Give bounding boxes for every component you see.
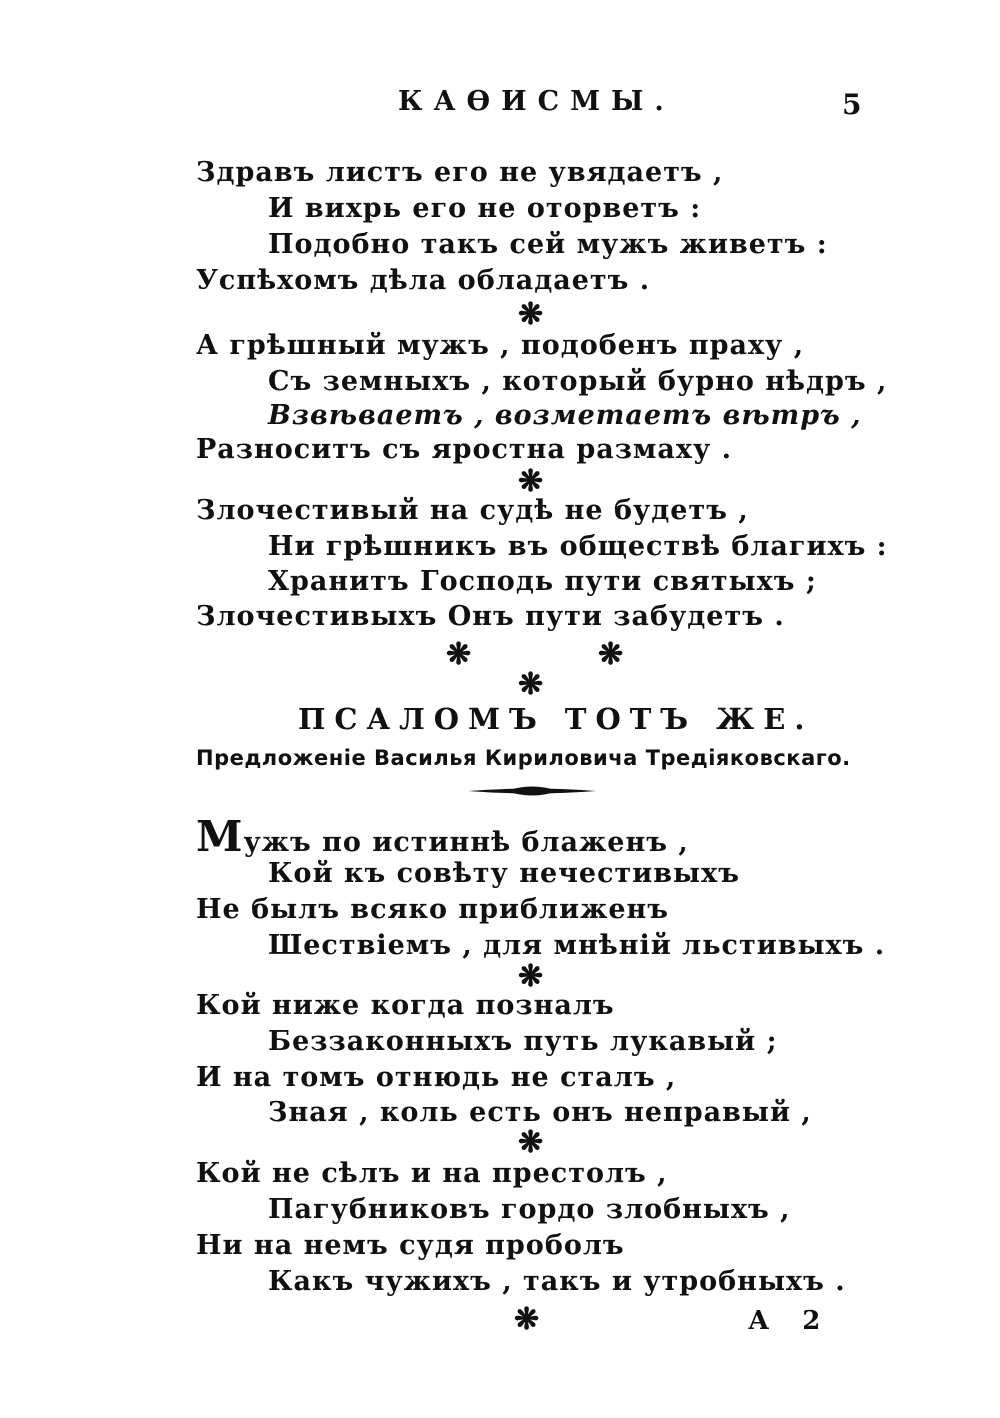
verse-line: Какъ чужихъ , такъ и утробныхъ . — [268, 1266, 846, 1297]
verse-line: Кой ниже когда позналъ — [196, 990, 615, 1021]
asterism-ornament: ❋ — [518, 959, 544, 994]
signature-mark: А 2 — [748, 1306, 833, 1336]
verse-line-rest: ужъ по истиннѣ блаженъ , — [243, 827, 689, 858]
psalm-title: ПСАЛОМЪ ТОТЪ ЖЕ. — [298, 702, 814, 736]
verse-line: Злочестивыхъ Онъ пути забудетъ . — [196, 601, 785, 632]
verse-line: Беззаконныхъ путь лукавый ; — [268, 1026, 778, 1057]
asterism-ornament: ❋ — [518, 464, 544, 499]
verse-line: Ни на немъ судя проболъ — [196, 1230, 625, 1261]
asterism-ornament: ❋ — [518, 297, 544, 332]
ornamental-rule — [466, 782, 598, 800]
asterism-ornament: ❋ — [518, 1125, 544, 1160]
verse-line: Зная , коль есть онъ неправый , — [268, 1097, 812, 1128]
verse-line: Хранитъ Господь пути святыхъ ; — [268, 566, 817, 597]
asterism-ornament: ❋ — [518, 667, 544, 702]
verse-line: Кой къ совѣту нечестивыхъ — [268, 858, 740, 889]
verse-line: И на томъ отнюдь не сталъ , — [196, 1062, 677, 1093]
verse-line: Успѣхомъ дѣла обладаетъ . — [196, 265, 651, 296]
verse-line: Злочестивый на судѣ не будетъ , — [196, 495, 749, 526]
verse-line: Съ земныхъ , который бурно нѣдръ , — [268, 366, 888, 397]
psalm-attribution: Предложеніе Василья Кириловича Тредіяковскаго. — [196, 746, 851, 770]
verse-line: И вихрь его не оторветъ : — [268, 193, 702, 224]
verse-line: Не былъ всяко приближенъ — [196, 894, 670, 925]
verse-line: Взвѣваетъ , возметаетъ вѣтръ , — [268, 400, 862, 431]
verse-line: Разноситъ съ яростна размаху . — [196, 434, 733, 465]
verse-line: Ни грѣшникъ въ обществѣ благихъ : — [268, 531, 888, 562]
verse-line: Шествіемъ , для мнѣній льстивыхъ . — [268, 930, 886, 961]
verse-line: Кой не сѣлъ и на престолъ , — [196, 1158, 668, 1189]
page-number: 5 — [842, 88, 862, 121]
verse-line: Подобно такъ сей мужъ живетъ : — [268, 229, 828, 260]
verse-line: Пагубниковъ гордо злобныхъ , — [268, 1194, 791, 1225]
verse-line: А грѣшный мужъ , подобенъ праху , — [196, 330, 805, 361]
asterism-ornament: ❋ — [598, 637, 624, 672]
verse-line-with-dropcap — [196, 812, 689, 861]
verse-line: Здравъ листъ его не увядаетъ , — [196, 157, 724, 188]
running-head: КАѲИСМЫ. — [398, 86, 675, 117]
drop-cap: М — [196, 812, 244, 861]
asterism-ornament: ❋ — [514, 1302, 540, 1337]
asterism-ornament: ❋ — [446, 637, 472, 672]
